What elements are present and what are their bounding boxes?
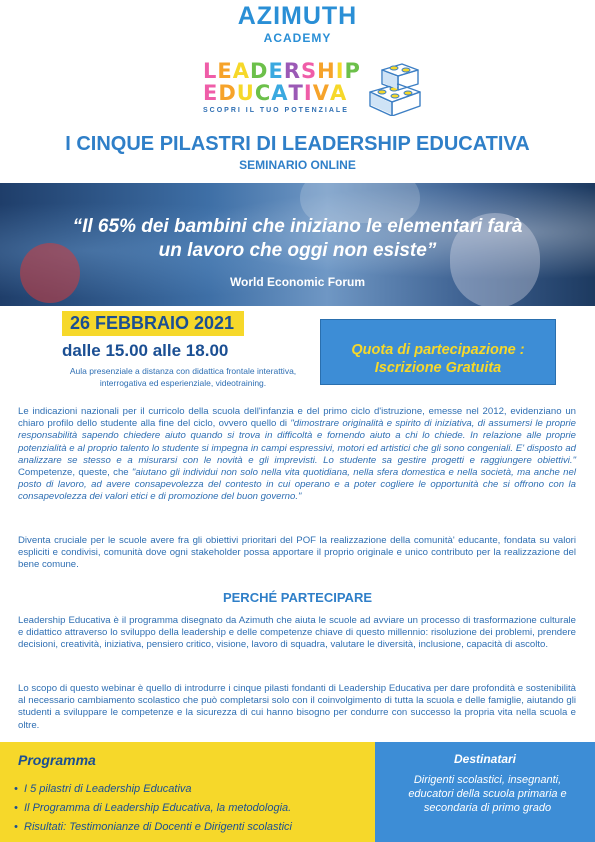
intro-paragraph bbox=[18, 406, 576, 504]
bullet-icon: • bbox=[14, 802, 18, 814]
program-list bbox=[14, 780, 292, 837]
brand-name: AZIMUTH bbox=[237, 2, 358, 30]
logo-letter: E bbox=[203, 81, 219, 105]
quote-line-1: “Il 65% dei bambini che iniziano le elementari farà bbox=[72, 216, 523, 237]
community-paragraph: Diventa cruciale per le scuole avere fra gli obiettivi prioritari del POF la realizzazione della comunità' educante, fondata su valori espliciti e condivisi, comunità dove ogni stakeholder possa apportare il proprio originale e unico contributo per la realizzazione del bene comune. bbox=[18, 535, 576, 571]
list-item: • I 5 pilastri di Leadership Educativa bbox=[14, 780, 292, 799]
quote-banner bbox=[0, 183, 595, 306]
event-format bbox=[58, 365, 308, 389]
participation-fee-box bbox=[320, 319, 556, 385]
event-format-line-2: interrogativa ed esperienziale, videotraining. bbox=[99, 378, 267, 388]
logo-tagline: SCOPRI IL TUO POTENZIALE bbox=[203, 107, 349, 114]
quote-line-2: un lavoro che oggi non esiste” bbox=[158, 240, 437, 261]
logo-letter: E bbox=[217, 59, 233, 83]
fee-label: Quota di partecipazione : bbox=[351, 342, 525, 358]
program-title: Programma bbox=[18, 752, 96, 768]
bullet-icon: • bbox=[14, 821, 18, 833]
logo-letter: U bbox=[236, 81, 255, 105]
audience-title: Destinatari bbox=[453, 752, 517, 766]
event-time: dalle 15.00 alle 18.00 bbox=[62, 341, 229, 360]
logo-line-2 bbox=[203, 82, 363, 104]
logo-letter: D bbox=[218, 81, 237, 105]
logo-letter: L bbox=[203, 59, 218, 83]
leadership-educativa-logo bbox=[203, 60, 363, 114]
list-item: • Il Programma di Leadership Educativa, la metodologia. bbox=[14, 799, 292, 818]
logo-line-1 bbox=[203, 60, 363, 82]
program-panel bbox=[0, 742, 375, 842]
logo-letter: A bbox=[329, 81, 348, 105]
section-title: PERCHÉ PARTECIPARE bbox=[222, 590, 373, 605]
logo-letter: I bbox=[303, 81, 313, 105]
audience-panel bbox=[375, 742, 595, 842]
audience-text: Dirigenti scolastici, insegnanti, educatori della scuola primaria e secondaria di primo grado bbox=[408, 774, 567, 814]
program-description-paragraph: Leadership Educativa è il programma disegnato da Azimuth che aiuta le scuole ad avviare un processo di trasformazione culturale e didattico attraverso lo sviluppo della leadership e delle competenze chiave di questo millennio: risoluzione dei problemi, prendere decisioni, creatività, iniziativa, pensiero critico, visione, lavoro di squadra, valutare le diversità, inclusione, capacità di ascolto. bbox=[18, 615, 576, 651]
logo-letter: E bbox=[268, 59, 284, 83]
intro-text: Le indicazioni nazionali per il curricolo della scuola dell'infanzia e del primo ciclo d'istruzione, emesse nel 2012, evidenziano un chiaro profilo dello studente alla fine del ciclo, ovvero quello di bbox=[18, 406, 576, 430]
logo-letter: H bbox=[317, 59, 336, 83]
event-date: 26 FEBBRAIO 2021 bbox=[62, 311, 244, 336]
event-format-line-1: Aula presenziale a distanza con didattica frontale interattiva, bbox=[69, 366, 297, 376]
quote-source: World Economic Forum bbox=[229, 275, 366, 289]
logo-letter: D bbox=[250, 59, 269, 83]
intro-quote: "aiutano gli individui non solo nella vita quotidiana, nella sfera domestica e nella società, ma anche nel posto di lavoro, ad avere consapevolezza del contesto in cui operano e a poter cogliere le opportunità che si offrono con la consapevolezza dei valori etici e di promozione del buon governo." bbox=[18, 467, 576, 503]
logo-letter: V bbox=[312, 81, 330, 105]
brand-subtitle: ACADEMY bbox=[263, 31, 332, 45]
bullet-icon: • bbox=[14, 783, 18, 795]
logo-letter: T bbox=[288, 81, 304, 105]
webinar-goal-paragraph: Lo scopo di questo webinar è quello di introdurre i cinque pilasti fondanti di Leadership Educativa per dare profondità e sostenibilità al necessario cambiamento scolastico che può completarsi solo con il coinvolgimento di tutta la scuola e delle famiglie, aiutando gli studenti a sviluppare le competenze e la sicurezza di cui hanno bisogno per condurre con successo la propria vita nella scuola e oltre. bbox=[18, 683, 576, 731]
logo-letter: I bbox=[335, 59, 345, 83]
logo-letter: C bbox=[254, 81, 272, 105]
logo-letter: A bbox=[271, 81, 289, 105]
logo-letter: S bbox=[300, 59, 318, 83]
building-blocks-icon bbox=[364, 58, 426, 116]
intro-text: Competenze, queste, che bbox=[18, 467, 132, 479]
logo-letter: A bbox=[232, 59, 251, 83]
fee-value: Iscrizione Gratuita bbox=[374, 360, 502, 376]
logo-letter: R bbox=[283, 59, 301, 83]
logo-letter: P bbox=[344, 59, 361, 83]
page-title: I CINQUE PILASTRI DI LEADERSHIP EDUCATIVA bbox=[65, 133, 530, 155]
banner-quote bbox=[40, 215, 555, 263]
intro-quote: "dimostrare originalità e spirito di iniziativa, di assumersi le proprie responsabilità sapendo chiedere aiuto quando si trova in difficoltà e fornendo aiuto a chi lo chiede. In relazione alle proprie potenzialità e al proprio talento lo studente si impegna in campi espressivi, motori ed artistici che gli sono congeniali. E' disposto ad analizzare se stesso e a misurarsi con le novità e gli imprevisti. Lo studente sa gestire progetti e raggiungere obiettivi." bbox=[18, 418, 577, 466]
list-item: • Risultati: Testimonianze di Docenti e Dirigenti scolastici bbox=[14, 818, 292, 837]
page-subtitle: SEMINARIO ONLINE bbox=[239, 158, 356, 172]
